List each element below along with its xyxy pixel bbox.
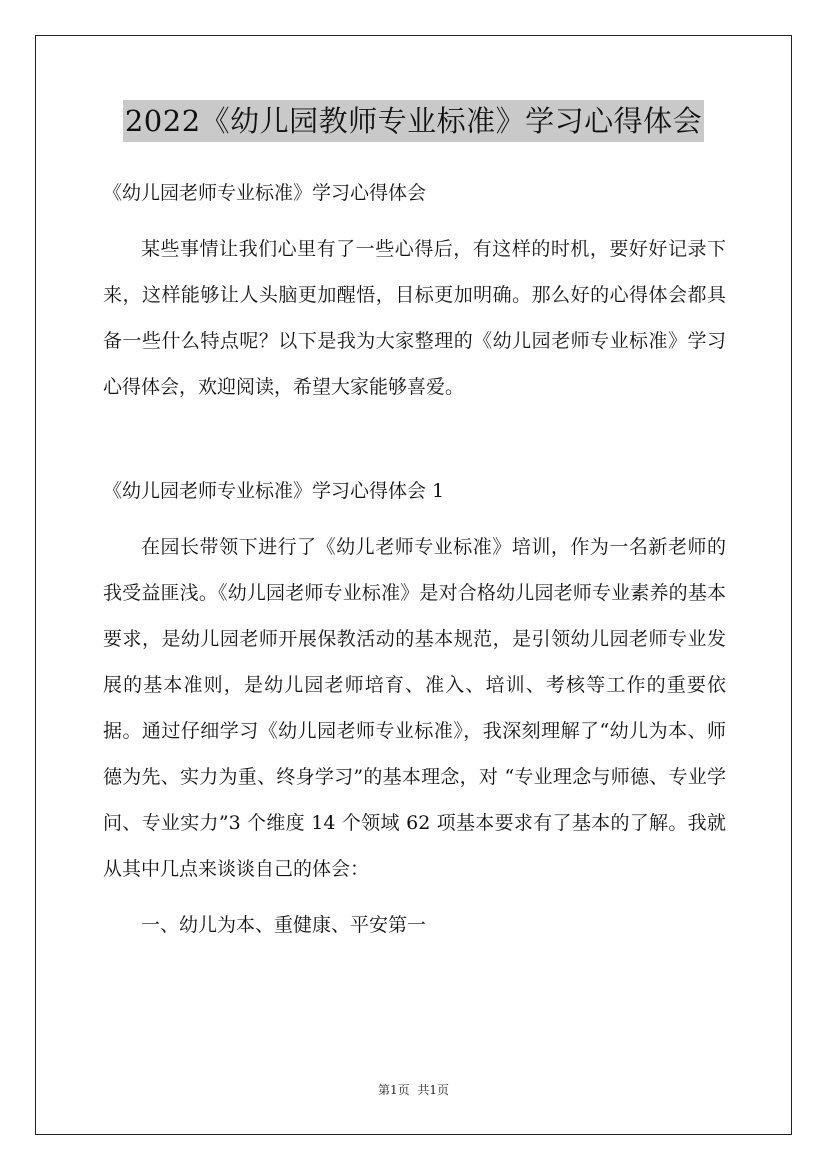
page-number: 第1页 xyxy=(377,1083,410,1097)
spacer xyxy=(103,892,726,902)
section-1-paragraph: 在园长带领下进行了《幼儿老师专业标准》培训，作为一名新老师的我受益匪浅。《幼儿园老师专业标准》是对合格幼儿园老师专业素养的基本要求，是幼儿园老师开展保教活动的基本规范，是引领幼儿园老师专业发展的基本准则，是幼儿园老师培育、准入、培训、考核等工作的重要依据。通过仔细学习《幼儿园老师专业标准》，我深刻理解了“幼儿为本、师德为先、实力为重、终身学习”的基本理念，对 “专业理念与师德、专业学问、专业实力”3 个维度 14 个领域 62 项基本要求有了基本的了解。我就从其中几点来谈谈自己的体会： xyxy=(103,536,726,880)
page-total: 共1页 xyxy=(417,1083,450,1097)
document-title: 2022《幼儿园教师专业标准》学习心得体会 xyxy=(123,100,704,142)
document-subtitle: 《幼儿园老师专业标准》学习心得体会 xyxy=(103,182,427,204)
section-heading-1: 《幼儿园老师专业标准》学习心得体会 1 xyxy=(103,480,445,502)
page-footer xyxy=(0,1082,827,1098)
spacer xyxy=(103,514,726,524)
title-container xyxy=(0,100,827,142)
spacer xyxy=(103,216,726,226)
list-item-1: 一、幼儿为本、重健康、平安第一 xyxy=(141,914,427,936)
document-body xyxy=(103,170,726,948)
spacer xyxy=(103,410,726,468)
intro-paragraph: 某些事情让我们心里有了一些心得后，有这样的时机，要好好记录下来，这样能够让人头脑更加醒悟，目标更加明确。那么好的心得体会都具备一些什么特点呢？以下是我为大家整理的《幼儿园老师专业标准》学习心得体会，欢迎阅读，希望大家能够喜爱。 xyxy=(103,238,726,398)
